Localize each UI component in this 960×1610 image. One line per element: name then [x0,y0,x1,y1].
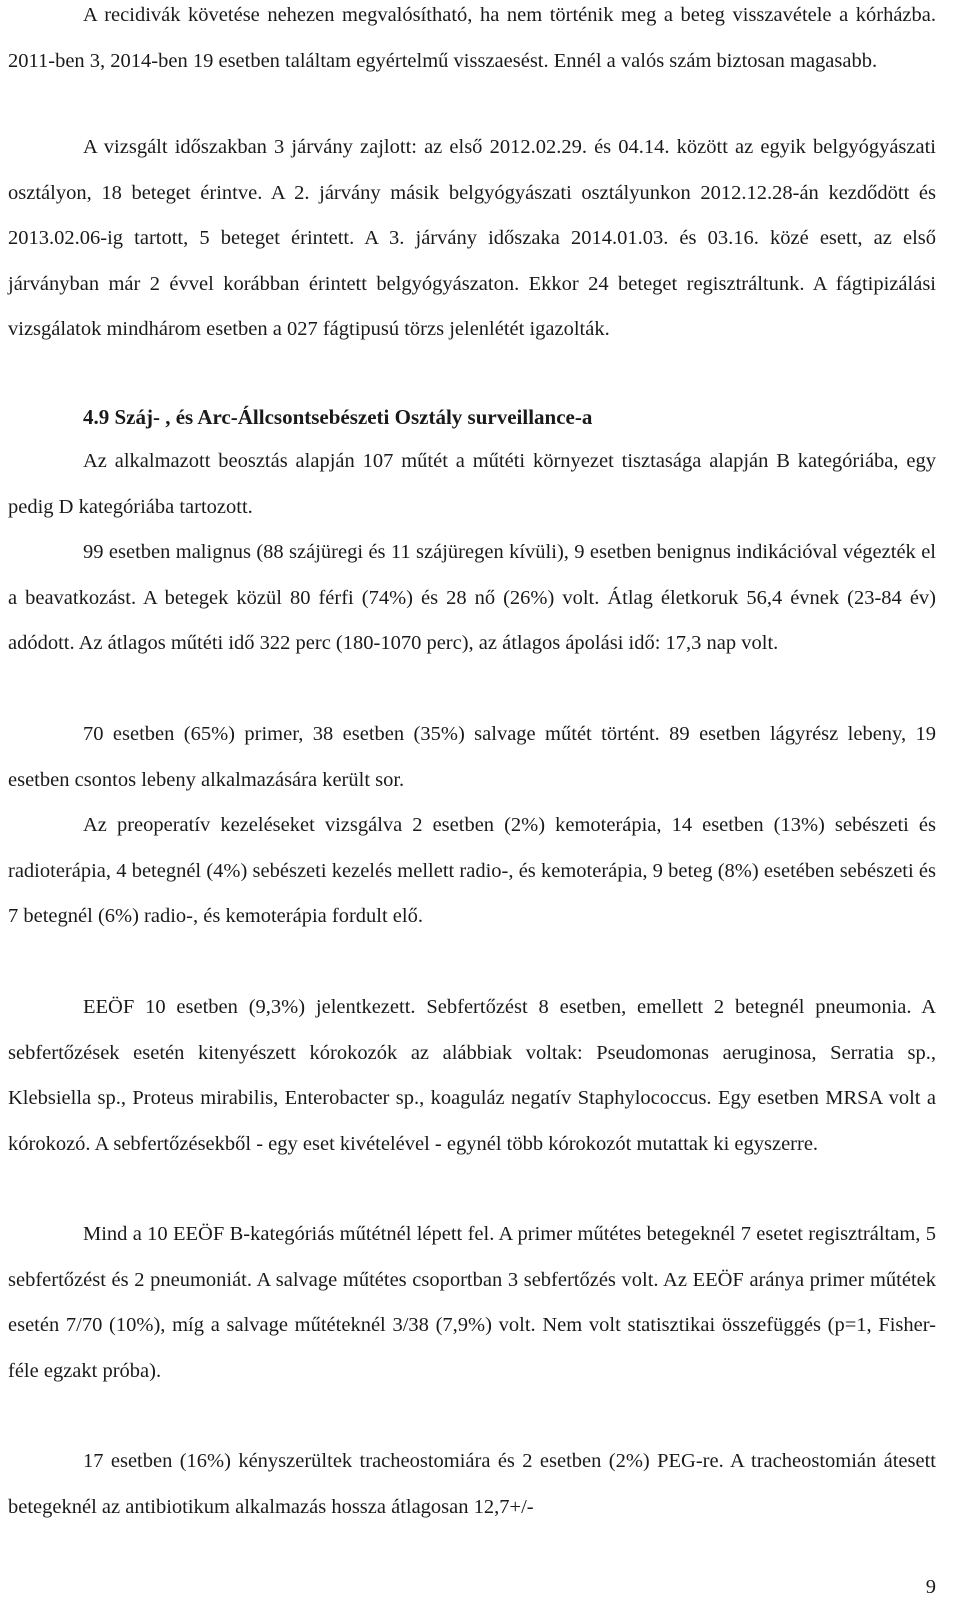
paragraph-indikacio: 99 esetben malignus (88 szájüregi és 11 szájüregen kívüli), 9 esetben benignus indikációval végezték el a beavatkozást. A betegek közül 80 férfi (74%) és 28 nő (26%) volt. Átlag életkoruk 56,4 évnek (23-84 év) adódott. Az átlagos műtéti idő 322 perc (180-1070 perc), az átlagos ápolási idő: 17,3 nap volt. [8,541,936,654]
paragraph-b-kategoria: Mind a 10 EEÖF B-kategóriás műtétnél lépett fel. A primer műtétes betegeknél 7 esetet regisztráltam, 5 sebfertőzést és 2 pneumoniát. A salvage műtétes csoportban 3 sebfertőzés volt. Az EEÖF aránya primer műtétek esetén 7/70 (10%), míg a salvage műtéteknél 3/38 (7,9%) volt. Nem volt statisztikai összefüggés (p=1, Fisher-féle egzakt próba). [8,1223,936,1382]
paragraph-primer-salvage: 70 esetben (65%) primer, 38 esetben (35%) salvage műtét történt. 89 esetben lágyrész lebeny, 19 esetben csontos lebeny alkalmazására került sor. [8,723,936,791]
paragraph-recidivak: A recidivák követése nehezen megvalósítható, ha nem történik meg a beteg visszavétele a kórházba. 2011-ben 3, 2014-ben 19 esetben találtam egyértelmű visszaesést. Ennél a valós szám biztosan magasabb. [8,4,936,72]
paragraph-beosztas: Az alkalmazott beosztás alapján 107 műtét a műtéti környezet tisztasága alapján B kategóriába, egy pedig D kategóriába tartozott. [8,450,936,518]
paragraph-eeof: EEÖF 10 esetben (9,3%) jelentkezett. Sebfertőzést 8 esetben, emellett 2 betegnél pneumonia. A sebfertőzések esetén kitenyészett kórokozók az alábbiak voltak: Pseudomonas aeruginosa, Serratia sp., Klebsiella sp., Proteus mirabilis, Enterobacter sp., koaguláz negatív Staphylococcus. Egy esetben MRSA volt a kórokozó. A sebfertőzésekből - egy eset kivételével - egynél több kórokozót mutattak ki egyszerre. [8,996,936,1155]
paragraph-tracheostomia: 17 esetben (16%) kényszerültek tracheostomiára és 2 esetben (2%) PEG-re. A tracheostomián átesett betegeknél az antibiotikum alkalmazás hossza átlagosan 12,7+/- [8,1450,936,1518]
section-heading: 4.9 Száj- , és Arc-Állcsontsebészeti Osztály surveillance-a [83,405,593,429]
paragraph-preoperativ: Az preoperatív kezeléseket vizsgálva 2 esetben (2%) kemoterápia, 14 esetben (13%) sebészeti és radioterápia, 4 betegnél (4%) sebészeti kezelés mellett radio-, és kemoterápia, 9 beteg (8%) esetében sebészeti és 7 betegnél (6%) radio-, és kemoterápia fordult elő. [8,814,936,927]
page-number: 9 [925,1576,936,1598]
paragraph-jarvanyok: A vizsgált időszakban 3 járvány zajlott: az első 2012.02.29. és 04.14. között az egyik belgyógyászati osztályon, 18 beteget érintve. A 2. járvány másik belgyógyászati osztályunkon 2012.12.28-án kezdődött és 2013.02.06-ig tartott, 5 beteget érintett. A 3. járvány időszaka 2014.01.03. és 03.16. közé esett, az első járványban már 2 évvel korábban érintett belgyógyászaton. Ekkor 24 beteget regisztráltunk. A fágtipizálási vizsgálatok mindhárom esetben a 027 fágtipusú törzs jelenlétét igazolták. [8,136,936,340]
